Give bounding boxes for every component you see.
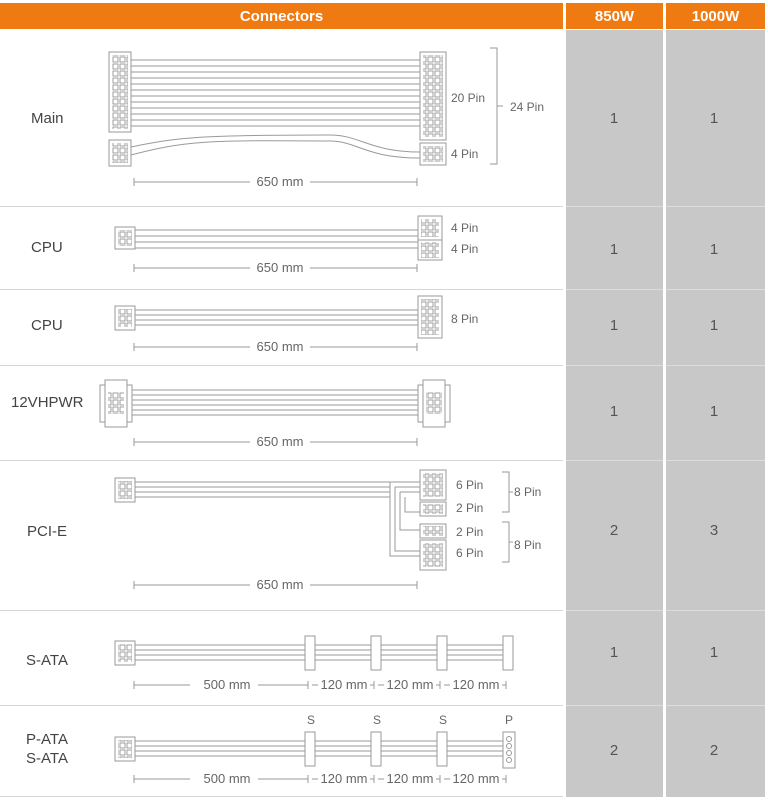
row-label-main: Main bbox=[31, 110, 64, 127]
header-850w: 850W bbox=[566, 3, 663, 29]
pcie-pin-6a: 6 Pin bbox=[456, 478, 484, 492]
cpu44-pin-b: 4 Pin bbox=[451, 242, 479, 256]
pata-length-120a: 120 mm bbox=[320, 771, 368, 786]
value-12vhpwr-1000: 1 bbox=[709, 403, 719, 420]
cpu44-pin-a: 4 Pin bbox=[451, 221, 479, 235]
row-label-pata-sata: S-ATA bbox=[26, 750, 68, 767]
pcie-pin-2a: 2 Pin bbox=[456, 501, 484, 515]
sata-length-500: 500 mm bbox=[203, 677, 251, 692]
row-label-12vhpwr: 12VHPWR bbox=[11, 394, 84, 411]
cpu44-length: 650 mm bbox=[256, 260, 304, 275]
row-label-pata: P-ATA bbox=[26, 731, 68, 748]
header-1000w: 1000W bbox=[666, 3, 765, 29]
column-divider bbox=[563, 3, 566, 797]
main-pin-20: 20 Pin bbox=[451, 91, 486, 105]
pata-plug-p: P bbox=[504, 713, 514, 727]
pcie-pin-8b: 8 Pin bbox=[514, 538, 542, 552]
value-pcie-1000: 3 bbox=[709, 522, 719, 539]
pcie-pin-2b: 2 Pin bbox=[456, 525, 484, 539]
pata-length-120c: 120 mm bbox=[452, 771, 500, 786]
cpu8-length: 650 mm bbox=[256, 339, 304, 354]
row-label-cpu-8: CPU bbox=[31, 317, 63, 334]
column-divider bbox=[663, 3, 666, 797]
row-label-pcie: PCI-E bbox=[27, 523, 68, 540]
value-sata-1000: 1 bbox=[709, 644, 719, 661]
main-cable-diagram bbox=[109, 48, 503, 186]
value-cpu8-850: 1 bbox=[609, 317, 619, 334]
sata-length-120c: 120 mm bbox=[452, 677, 500, 692]
value-cpu44-850: 1 bbox=[609, 241, 619, 258]
pata-plug-s3: S bbox=[438, 713, 448, 727]
value-main-1000: 1 bbox=[709, 110, 719, 127]
sata-length-120a: 120 mm bbox=[320, 677, 368, 692]
pata-length-500: 500 mm bbox=[203, 771, 251, 786]
pcie-pin-8a: 8 Pin bbox=[514, 485, 542, 499]
12vhpwr-length: 650 mm bbox=[256, 434, 304, 449]
main-length: 650 mm bbox=[256, 174, 304, 189]
sata-length-120b: 120 mm bbox=[386, 677, 434, 692]
value-12vhpwr-850: 1 bbox=[609, 403, 619, 420]
pata-plug-s1: S bbox=[306, 713, 316, 727]
value-pata-850: 2 bbox=[609, 742, 619, 759]
row-label-cpu-4-4: CPU bbox=[31, 239, 63, 256]
cpu8-pin: 8 Pin bbox=[451, 312, 479, 326]
header-connectors: Connectors bbox=[0, 3, 563, 29]
value-sata-850: 1 bbox=[609, 644, 619, 661]
value-pata-1000: 2 bbox=[709, 742, 719, 759]
pata-plug-s2: S bbox=[372, 713, 382, 727]
pcie-length: 650 mm bbox=[256, 577, 304, 592]
value-cpu8-1000: 1 bbox=[709, 317, 719, 334]
pcie-pin-6b: 6 Pin bbox=[456, 546, 484, 560]
row-label-sata: S-ATA bbox=[26, 652, 68, 669]
value-pcie-850: 2 bbox=[609, 522, 619, 539]
pata-length-120b: 120 mm bbox=[386, 771, 434, 786]
main-pin-24: 24 Pin bbox=[510, 100, 545, 114]
main-pin-4: 4 Pin bbox=[451, 147, 479, 161]
value-cpu44-1000: 1 bbox=[709, 241, 719, 258]
pcie-cable-diagram bbox=[115, 470, 513, 589]
value-main-850: 1 bbox=[609, 110, 619, 127]
